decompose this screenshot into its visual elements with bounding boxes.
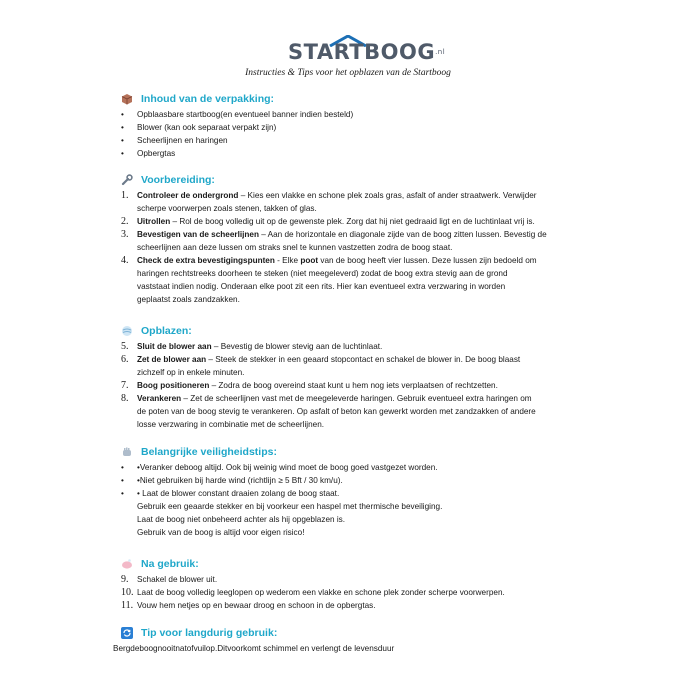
list-item: 1. Controleer de ondergrond – Kies een vlakke en schone plek zoals gras, asfalt of ander straatwerk. Verwijder — [121, 190, 537, 201]
list-item: 10. Laat de boog volledig leeglopen op wederom een vlakke en schone plek zonder scherpe voorwerpen. — [121, 587, 505, 598]
logo-wordmark: STARTBOOG — [288, 40, 436, 64]
list-item: • Scheerlijnen en haringen — [121, 136, 228, 145]
wrench-icon — [121, 174, 133, 186]
list-item-continuation: Gebruik van de boog is altijd voor eigen risico! — [137, 528, 305, 537]
hand-icon — [121, 446, 133, 458]
section-title: Opblazen: — [141, 324, 192, 337]
logo-tld: .nl — [435, 48, 446, 56]
section-title: Inhoud van de verpakking: — [141, 92, 275, 105]
section-title: Belangrijke veiligheidstips: — [141, 445, 277, 458]
list-item-continuation: vaststaat indien nodig. Onderaan elke poot zit een rits. Hier kan eventueel extra verzwaring in worden — [137, 282, 506, 291]
section-title: Tip voor langdurig gebruik: — [141, 626, 278, 639]
list-item: 4. Check de extra bevestigingspunten - Elke poot van de boog heeft vier lussen. Deze lussen zijn bedoeld om — [121, 255, 537, 266]
list-item: • •Niet gebruiken bij harde wind (richtlijn ≥ 5 Bft / 30 km/u). — [121, 476, 343, 485]
tip-text: Bergdeboognooitnatofvuilop.Ditvoorkomt schimmel en verlengt de levensduur — [113, 644, 395, 653]
list-item: 7. Boog positioneren – Zodra de boog overeind staat kunt u hem nog iets verplaatsen of rechtzetten. — [121, 380, 498, 391]
list-item: 8. Verankeren – Zet de scheerlijnen vast met de meegeleverde haringen. Gebruik eventueel extra haringen om — [121, 393, 532, 404]
section-contents — [113, 92, 593, 160]
document-subtitle: Instructies & Tips voor het opblazen van de Startboog — [245, 68, 451, 78]
section-tip — [113, 626, 593, 655]
section-safety — [113, 445, 593, 539]
list-item: 9. Schakel de blower uit. — [121, 574, 218, 585]
list-item: 6. Zet de blower aan – Steek de stekker in een geaard stopcontact en schakel de blower in. De boog blaast — [121, 354, 521, 365]
list-item-continuation: Laat de boog niet onbeheerd achter als hij opgeblazen is. — [137, 515, 346, 524]
list-item: 11. Vouw hem netjes op en bewaar droog en schoon in de opbergtas. — [121, 600, 376, 611]
refresh-icon — [121, 627, 133, 639]
list-item: • Blower (kan ook separaat verpakt zijn) — [121, 123, 277, 132]
soap-icon — [121, 558, 133, 570]
package-icon — [121, 93, 133, 105]
section-after-use — [113, 557, 593, 612]
list-item: • •Veranker deboog altijd. Ook bij weinig wind moet de boog goed vastgezet worden. — [121, 463, 438, 472]
section-title: Na gebruik: — [141, 557, 199, 570]
wind-icon — [121, 325, 133, 337]
list-item: • • Laat de blower constant draaien zolang de boog staat. — [121, 489, 340, 498]
list-item-continuation: haringen rechtstreeks doorheen te steken (niet meegeleverd) zodat de boog extra stevig aan de grond — [137, 269, 508, 278]
list-item: 5. Sluit de blower aan – Bevestig de blower stevig aan de luchtinlaat. — [121, 341, 383, 352]
list-item-continuation: de poten van de boog stevig te verankeren. Op asfalt of beton kan gewerkt worden met zandzakken of andere — [137, 407, 536, 416]
section-title: Voorbereiding: — [141, 173, 215, 186]
section-inflate — [113, 324, 593, 431]
list-item-continuation: Gebruik een geaarde stekker en bij voorkeur een haspel met thermische beveiliging. — [137, 502, 443, 511]
list-item: • Opblaasbare startboog(en eventueel banner indien besteld) — [121, 110, 354, 119]
list-item: 3. Bevestigen van de scheerlijnen – Aan de horizontale en diagonale zijde van de boog zitten lussen. Bevestig de — [121, 229, 547, 240]
startboog-logo — [288, 36, 446, 66]
section-preparation — [113, 173, 593, 306]
list-item-continuation: geplaatst zoals zandzakken. — [137, 295, 240, 304]
list-item: • Opbergtas — [121, 149, 176, 158]
list-item-continuation: scherpe voorwerpen zoals stenen, takken of glas. — [137, 204, 317, 213]
list-item: 2. Uitrollen – Rol de boog volledig uit op de gewenste plek. Zorg dat hij niet gedraaid ligt en de luchtinlaat vrij is. — [121, 216, 535, 227]
list-item-continuation: scheerlijnen aan deze lussen om straks snel te kunnen vastzetten zodra de boog staat. — [137, 243, 453, 252]
list-item-continuation: zichzelf op in enkele minuten. — [137, 368, 245, 377]
list-item-continuation: losse verzwaring in combinatie met de scheerlijnen. — [137, 420, 325, 429]
